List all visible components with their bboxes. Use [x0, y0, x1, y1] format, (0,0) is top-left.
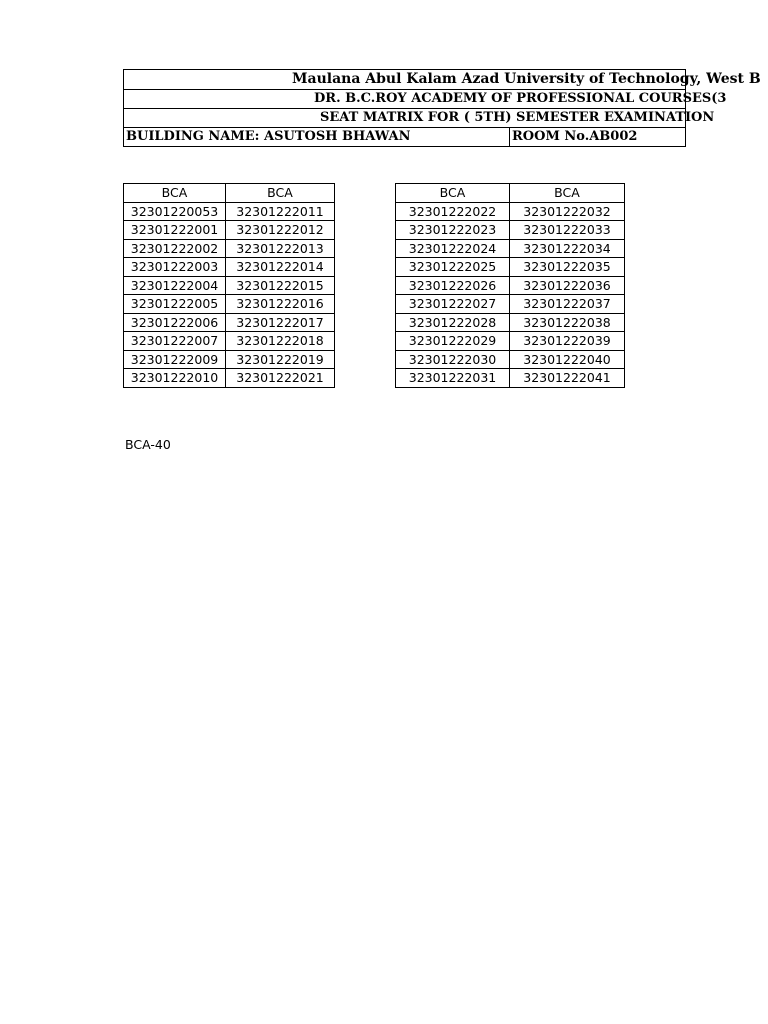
roll-number-cell: 32301222036	[510, 276, 625, 295]
table-row	[396, 258, 625, 277]
roll-number-cell: 32301222006	[124, 313, 226, 332]
roll-number-cell: 32301222016	[226, 295, 335, 314]
roll-number-cell: 32301222029	[396, 332, 510, 351]
roll-number-cell: 32301222037	[510, 295, 625, 314]
table-row	[396, 295, 625, 314]
roll-number-cell: 32301222033	[510, 221, 625, 240]
table-header-row	[396, 184, 625, 203]
roll-number-cell: 32301222041	[510, 369, 625, 388]
roll-number-cell: 32301222039	[510, 332, 625, 351]
table-row	[396, 221, 625, 240]
table-row	[124, 313, 335, 332]
roll-number-cell: 32301222026	[396, 276, 510, 295]
roll-number-cell: 32301222004	[124, 276, 226, 295]
roll-number-cell: 32301222011	[226, 202, 335, 221]
column-header: BCA	[124, 184, 226, 203]
roll-number-cell: 32301222005	[124, 295, 226, 314]
roll-number-cell: 32301222017	[226, 313, 335, 332]
table-row	[396, 313, 625, 332]
header-box	[123, 69, 761, 147]
roll-number-cell: 32301222031	[396, 369, 510, 388]
roll-number-cell: 32301222030	[396, 350, 510, 369]
roll-number-cell: 32301220053	[124, 202, 226, 221]
roll-number-cell: 32301222024	[396, 239, 510, 258]
roll-number-cell: 32301222007	[124, 332, 226, 351]
table-row	[396, 369, 625, 388]
table-row	[396, 350, 625, 369]
column-header: BCA	[226, 184, 335, 203]
roll-number-cell: 32301222021	[226, 369, 335, 388]
roll-number-cell: 32301222013	[226, 239, 335, 258]
university-title: Maulana Abul Kalam Azad University of Technology, West B	[124, 70, 685, 90]
table-row	[124, 332, 335, 351]
table-row	[396, 276, 625, 295]
college-title: DR. B.C.ROY ACADEMY OF PROFESSIONAL COURSES(3	[124, 90, 685, 109]
building-row	[124, 128, 685, 146]
roll-number-cell: 32301222019	[226, 350, 335, 369]
roll-number-cell: 32301222032	[510, 202, 625, 221]
roll-number-cell: 32301222009	[124, 350, 226, 369]
roll-number-cell: 32301222040	[510, 350, 625, 369]
table-row	[124, 221, 335, 240]
roll-number-cell: 32301222001	[124, 221, 226, 240]
column-header: BCA	[510, 184, 625, 203]
table-row	[124, 295, 335, 314]
table-row	[396, 239, 625, 258]
roll-number-cell: 32301222010	[124, 369, 226, 388]
roll-number-cell: 32301222028	[396, 313, 510, 332]
building-name: BUILDING NAME: ASUTOSH BHAWAN	[124, 128, 510, 146]
column-header: BCA	[396, 184, 510, 203]
roll-number-cell: 32301222014	[226, 258, 335, 277]
roll-number-cell: 32301222018	[226, 332, 335, 351]
table-row	[124, 350, 335, 369]
left-seat-table	[123, 183, 335, 388]
total-count: BCA-40	[125, 437, 171, 452]
roll-number-cell: 32301222035	[510, 258, 625, 277]
table-row	[124, 239, 335, 258]
roll-number-cell: 32301222003	[124, 258, 226, 277]
roll-number-cell: 32301222012	[226, 221, 335, 240]
roll-number-cell: 32301222038	[510, 313, 625, 332]
room-number: ROOM No.AB002	[512, 129, 638, 144]
table-row	[124, 276, 335, 295]
roll-number-cell: 32301222027	[396, 295, 510, 314]
roll-number-cell: 32301222023	[396, 221, 510, 240]
table-header-row	[124, 184, 335, 203]
table-row	[396, 202, 625, 221]
roll-number-cell: 32301222002	[124, 239, 226, 258]
table-row	[124, 202, 335, 221]
roll-number-cell: 32301222025	[396, 258, 510, 277]
right-seat-table	[395, 183, 625, 388]
roll-number-cell: 32301222015	[226, 276, 335, 295]
roll-number-cell: 32301222022	[396, 202, 510, 221]
table-row	[124, 258, 335, 277]
seat-matrix-title: SEAT MATRIX FOR ( 5TH) SEMESTER EXAMINATION	[124, 109, 685, 128]
table-row	[396, 332, 625, 351]
table-row	[124, 369, 335, 388]
roll-number-cell: 32301222034	[510, 239, 625, 258]
